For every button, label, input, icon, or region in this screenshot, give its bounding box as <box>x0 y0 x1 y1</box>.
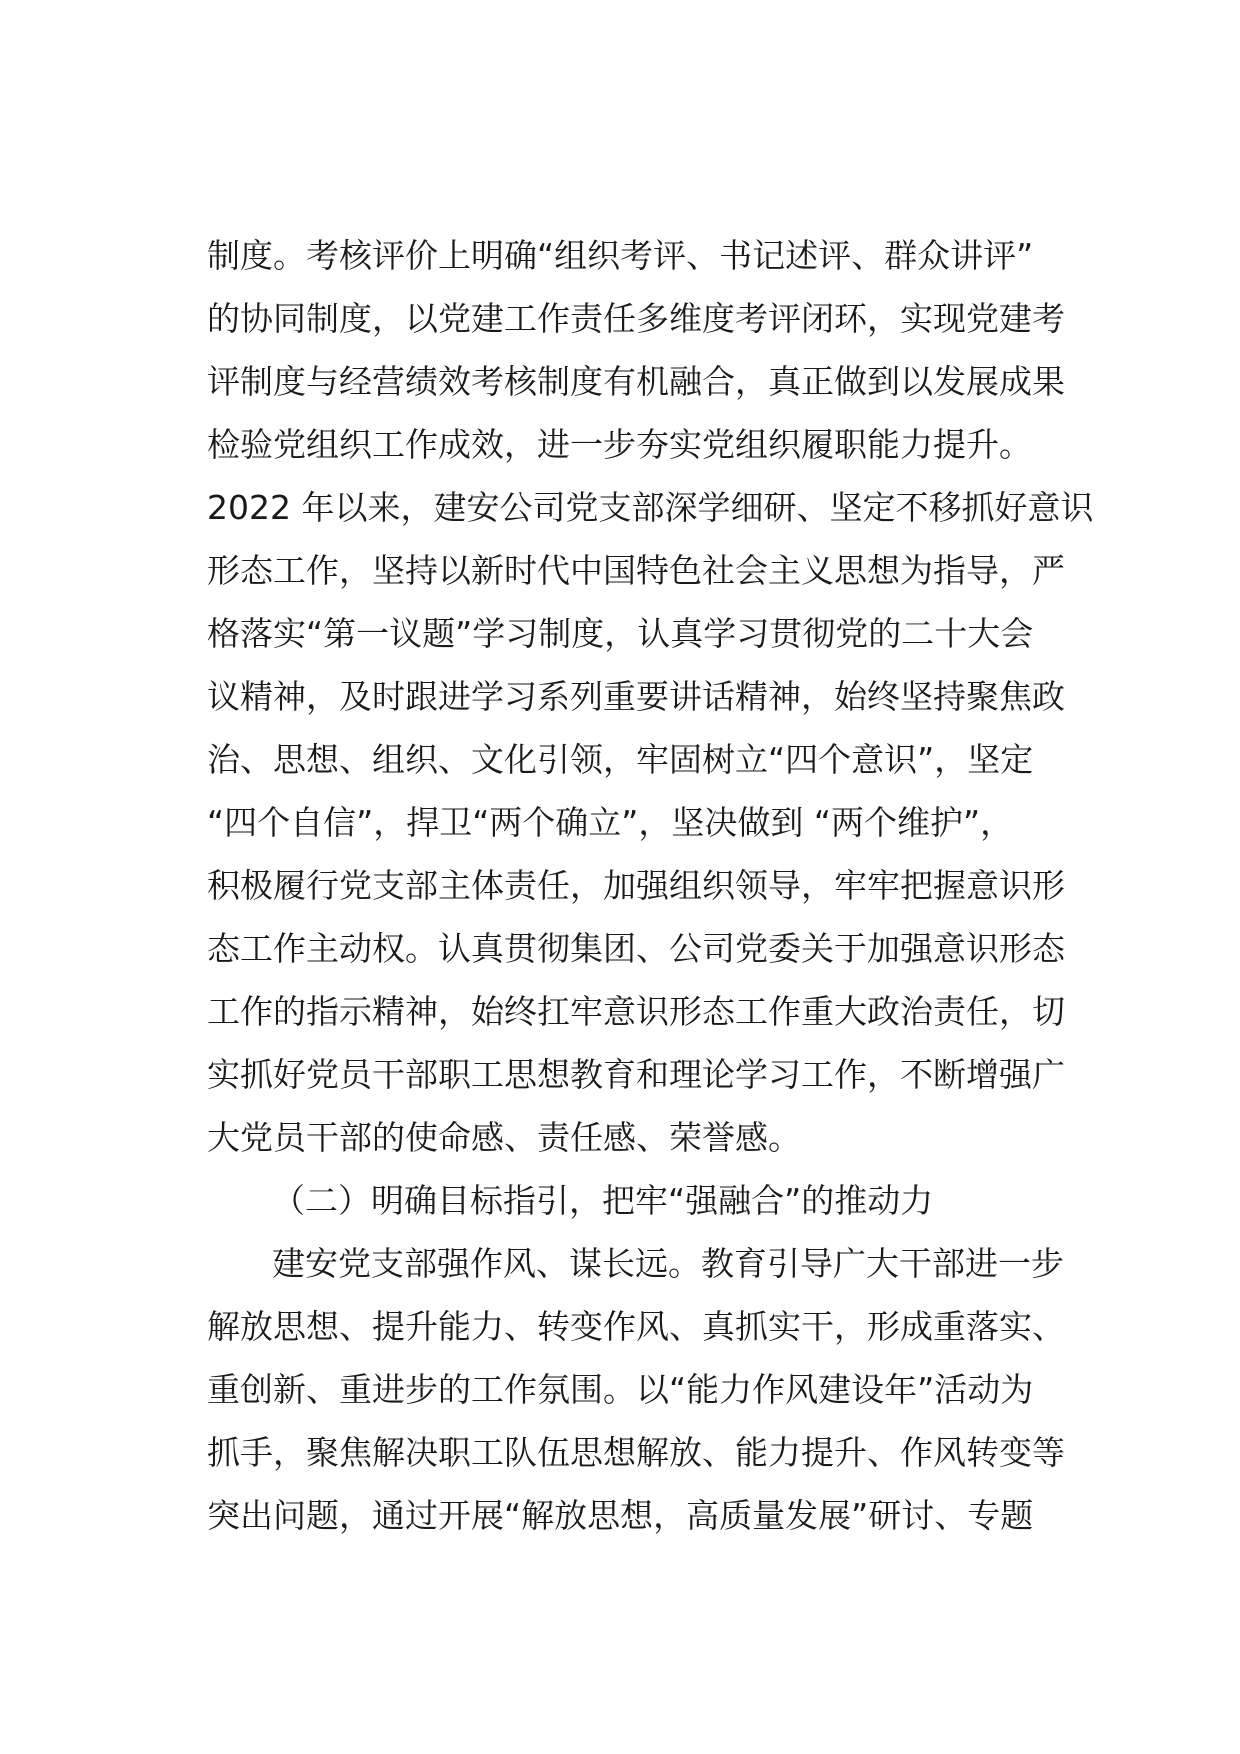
text-line: 解放思想、提升能力、转变作风、真抓实干，形成重落实、 <box>207 1307 1065 1346</box>
text-line: 积极履行党支部主体责任，加强组织领导，牢牢把握意识形 <box>207 866 1065 905</box>
text-line: 实抓好党员干部职工思想教育和理论学习工作，不断增强广 <box>207 1055 1065 1094</box>
paragraph-first-line: 建安党支部强作风、谋长远。教育引导广大干部进一步 <box>272 1244 1064 1283</box>
text-line: 突出问题，通过开展“解放思想，高质量发展”研讨、专题 <box>207 1496 1034 1535</box>
text-line: 制度。考核评价上明确“组织考评、书记述评、群众讲评” <box>207 236 1034 275</box>
text-line: 态工作主动权。认真贯彻集团、公司党委关于加强意识形态 <box>207 929 1065 968</box>
text-line: 检验党组织工作成效，进一步夯实党组织履职能力提升。 <box>207 425 1032 464</box>
text-line: 格落实“第一议题”学习制度，认真学习贯彻党的二十大会 <box>207 614 1034 653</box>
text-line: 抓手，聚焦解决职工队伍思想解放、能力提升、作风转变等 <box>207 1433 1065 1472</box>
text-line: 评制度与经营绩效考核制度有机融合，真正做到以发展成果 <box>207 362 1065 401</box>
text-line: 大党员干部的使命感、责任感、荣誉感。 <box>207 1118 801 1157</box>
text-line: 议精神，及时跟进学习系列重要讲话精神，始终坚持聚焦政 <box>207 677 1065 716</box>
text-line: 形态工作，坚持以新时代中国特色社会主义思想为指导，严 <box>207 551 1065 590</box>
text-line: “四个自信”，捍卫“两个确立”，坚决做到 “两个维护”， <box>207 803 1014 842</box>
text-line: 重创新、重进步的工作氛围。以“能力作风建设年”活动为 <box>207 1370 1034 1409</box>
text-line: 治、思想、组织、文化引领，牢固树立“四个意识”，坚定 <box>207 740 1034 779</box>
text-line: 的协同制度，以党建工作责任多维度考评闭环，实现党建考 <box>207 299 1065 338</box>
text-line: 2022 年以来，建安公司党支部深学细研、坚定不移抓好意识 <box>207 488 1094 527</box>
text-line: 工作的指示精神，始终扛牢意识形态工作重大政治责任，切 <box>207 992 1065 1031</box>
section-heading: （二）明确目标指引，把牢“强融合”的推动力 <box>272 1181 934 1220</box>
